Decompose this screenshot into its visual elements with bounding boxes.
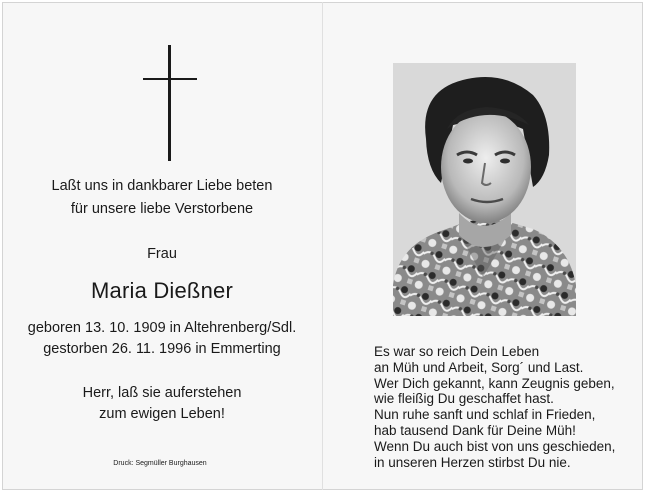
printer-credit: Druck: Segmüller Burghausen [113, 460, 207, 467]
portrait-photo [393, 63, 576, 316]
deceased-name: Maria Dießner [91, 278, 233, 303]
verse-line: Wenn Du auch bist von uns geschieden, [374, 438, 616, 454]
verse-line: hab tausend Dank für Deine Müh! [374, 422, 576, 438]
intro-line-2: für unsere liebe Verstorbene [70, 201, 254, 217]
verse-line: an Müh und Arbeit, Sorg´ und Last. [374, 359, 584, 375]
salutation: Frau [147, 246, 177, 262]
verse-line: Es war so reich Dein Leben [374, 344, 540, 359]
death-info: gestorben 26. 11. 1996 in Emmerting [43, 341, 281, 357]
verse-line: Nun ruhe sanft und schlaf in Frieden, [374, 407, 596, 423]
verse-line: wie fleißig Du geschaffet hast. [374, 391, 554, 407]
memorial-verse [374, 344, 634, 470]
intro-line-1: Laßt uns in dankbarer Liebe beten [51, 178, 273, 194]
verse-line: in unseren Herzen stirbst Du nie. [374, 454, 571, 470]
cross-icon [143, 45, 197, 161]
left-page [2, 2, 322, 490]
prayer-line-1: Herr, laß sie auferstehen [82, 385, 242, 401]
birth-info: geboren 13. 10. 1909 in Altehrenberg/Sdl. [27, 320, 297, 336]
prayer-line-2: zum ewigen Leben! [99, 406, 225, 422]
verse-line: Wer Dich gekannt, kann Zeugnis geben, [374, 375, 615, 391]
card-fold [322, 2, 323, 490]
